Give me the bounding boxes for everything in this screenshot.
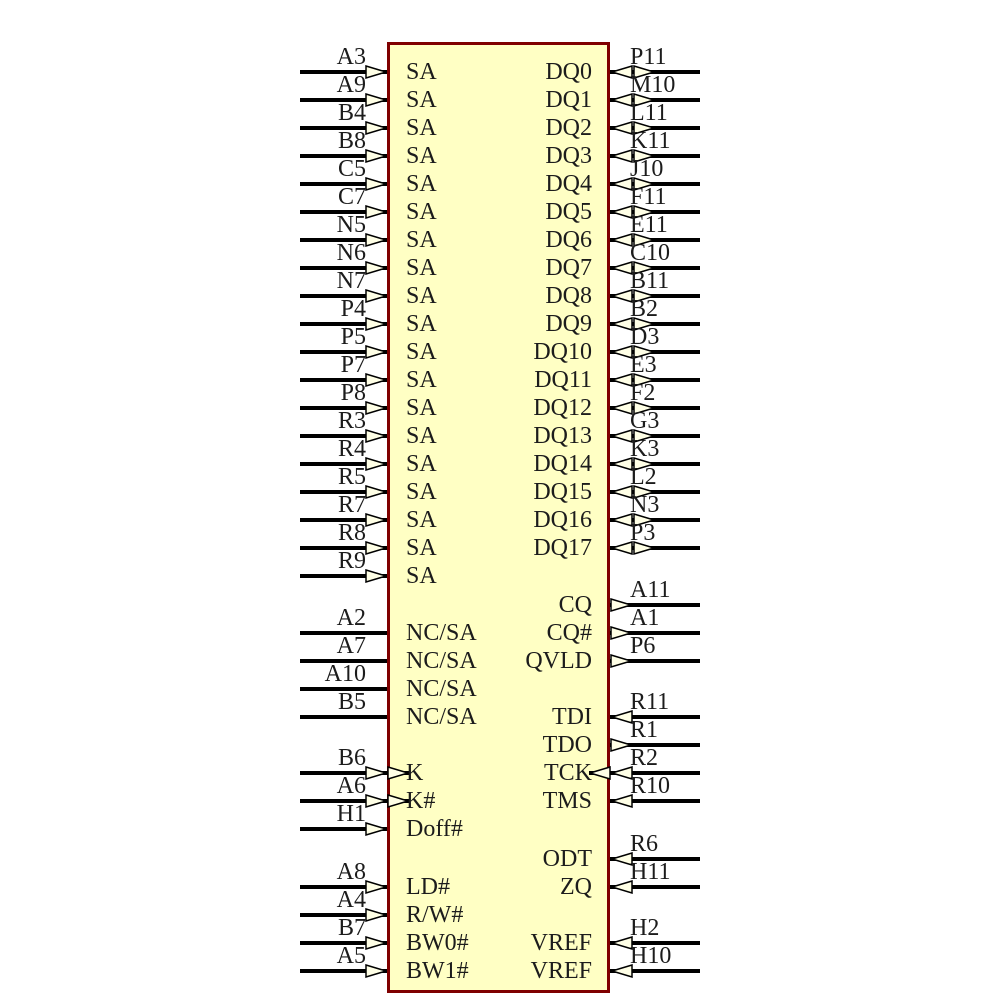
pin-number-label: A5: [336, 943, 366, 969]
pin-function-label: TCK: [544, 760, 592, 786]
pin-number-label: F2: [630, 380, 656, 406]
pin-function-label: DQ15: [533, 479, 592, 505]
clock-arrow-inner-icon: [589, 766, 611, 780]
pin-number-label: A3: [336, 44, 366, 70]
pin-function-label: SA: [406, 227, 437, 253]
pin-function-label: CQ: [558, 592, 592, 618]
pin-function-label: Doff#: [406, 816, 463, 842]
output-arrow-icon: [610, 626, 632, 640]
pin-function-label: ODT: [542, 846, 592, 872]
pin-number-label: K3: [630, 436, 660, 462]
pin-number-label: R1: [630, 717, 659, 743]
pin-number-label: P5: [340, 324, 366, 350]
pin-function-label: TDI: [552, 704, 592, 730]
pin-function-label: SA: [406, 87, 437, 113]
pin-number-label: H11: [630, 859, 671, 885]
pin-number-label: N3: [630, 492, 660, 518]
pin-number-label: P8: [340, 380, 366, 406]
pin-number-label: H2: [630, 915, 660, 941]
pin-function-label: NC/SA: [406, 620, 477, 646]
pin-function-label: SA: [406, 451, 437, 477]
pin-number-label: P7: [340, 352, 366, 378]
input-arrow-icon: [365, 569, 387, 583]
pin-number-label: R4: [337, 436, 366, 462]
pin-function-label: NC/SA: [406, 648, 477, 674]
pin-function-label: TMS: [542, 788, 592, 814]
pin-function-label: SA: [406, 115, 437, 141]
pin-number-label: A10: [324, 661, 366, 687]
pin-number-label: A11: [630, 577, 671, 603]
pin-function-label: BW1#: [406, 958, 469, 984]
pin-number-label: A1: [630, 605, 660, 631]
pin-number-label: B11: [630, 268, 670, 294]
pin-number-label: R11: [630, 689, 670, 715]
pin-function-label: DQ0: [545, 59, 592, 85]
pin-function-label: DQ4: [545, 171, 592, 197]
pin-function-label: K: [406, 760, 424, 786]
pin-function-label: NC/SA: [406, 676, 477, 702]
pin-function-label: DQ13: [533, 423, 592, 449]
pin-number-label: D3: [630, 324, 660, 350]
pin-number-label: P3: [630, 520, 656, 546]
pin-number-label: A8: [336, 859, 366, 885]
pin-number-label: C10: [630, 240, 671, 266]
pin-number-label: B8: [337, 128, 366, 154]
pin-number-label: B4: [337, 100, 366, 126]
pin-number-label: N5: [336, 212, 366, 238]
pin-function-label: QVLD: [525, 648, 592, 674]
pin-function-label: SA: [406, 395, 437, 421]
pin-number-label: R7: [337, 492, 366, 518]
pin-function-label: SA: [406, 311, 437, 337]
pin-function-label: DQ14: [533, 451, 592, 477]
pin-number-label: E11: [630, 212, 668, 238]
pin-function-label: DQ6: [545, 227, 592, 253]
pin-function-label: SA: [406, 423, 437, 449]
pin-number-label: L11: [630, 100, 668, 126]
pin-function-label: SA: [406, 59, 437, 85]
pin-number-label: H1: [336, 801, 366, 827]
pin-function-label: TDO: [542, 732, 592, 758]
pin-number-label: R2: [630, 745, 659, 771]
pin-number-label: B5: [337, 689, 366, 715]
pin-function-label: NC/SA: [406, 704, 477, 730]
pin-row-A1: [0, 605, 1000, 648]
pin-function-label: DQ12: [533, 395, 592, 421]
pin-function-label: SA: [406, 255, 437, 281]
pin-number-label: P6: [630, 633, 656, 659]
pin-number-label: J10: [630, 156, 664, 182]
pin-number-label: P11: [630, 44, 667, 70]
pin-function-label: LD#: [406, 874, 450, 900]
pin-function-label: VREF: [530, 958, 592, 984]
pin-function-label: DQ3: [545, 143, 592, 169]
pin-function-label: K#: [406, 788, 436, 814]
pin-number-label: K11: [630, 128, 671, 154]
pin-function-label: DQ5: [545, 199, 592, 225]
pin-function-label: DQ11: [534, 367, 592, 393]
pin-number-label: P4: [340, 296, 366, 322]
pin-function-label: R/W#: [406, 902, 464, 928]
pin-number-label: F11: [630, 184, 667, 210]
pin-number-label: C7: [337, 184, 366, 210]
input-arrow-icon: [365, 822, 387, 836]
output-arrow-icon: [610, 654, 632, 668]
pin-number-label: G3: [630, 408, 660, 434]
pin-function-label: SA: [406, 143, 437, 169]
pin-number-label: H10: [630, 943, 672, 969]
pin-number-label: C5: [337, 156, 366, 182]
pin-row-P11: [0, 44, 1000, 87]
pin-number-label: R3: [337, 408, 366, 434]
pin-function-label: SA: [406, 339, 437, 365]
pin-function-label: DQ8: [545, 283, 592, 309]
pin-function-label: VREF: [530, 930, 592, 956]
pin-number-label: R5: [337, 464, 366, 490]
pin-function-label: CQ#: [546, 620, 592, 646]
pin-function-label: SA: [406, 283, 437, 309]
pin-number-label: A6: [336, 773, 366, 799]
pin-number-label: L2: [630, 464, 657, 490]
pin-function-label: SA: [406, 507, 437, 533]
pin-number-label: R10: [630, 773, 671, 799]
pin-number-label: A9: [336, 72, 366, 98]
pin-number-label: B7: [337, 915, 366, 941]
pin-number-label: R9: [337, 548, 366, 574]
pin-function-label: DQ16: [533, 507, 592, 533]
pin-number-label: B6: [337, 745, 366, 771]
pin-function-label: ZQ: [560, 874, 592, 900]
output-arrow-icon: [610, 598, 632, 612]
pin-function-label: DQ1: [545, 87, 592, 113]
pin-row-A11: [0, 577, 1000, 620]
output-arrow-icon: [610, 738, 632, 752]
pin-number-label: R8: [337, 520, 366, 546]
pin-row-R6: [0, 831, 1000, 874]
pin-number-label: E3: [630, 352, 657, 378]
pin-function-label: SA: [406, 199, 437, 225]
pin-number-label: B2: [630, 296, 659, 322]
pin-number-label: N6: [336, 240, 366, 266]
pin-number-label: M10: [630, 72, 676, 98]
pin-function-label: SA: [406, 479, 437, 505]
pin-number-label: N7: [336, 268, 366, 294]
pin-function-label: DQ17: [533, 535, 592, 561]
pin-function-label: DQ10: [533, 339, 592, 365]
pin-number-label: A4: [336, 887, 366, 913]
pin-function-label: SA: [406, 535, 437, 561]
pin-number-label: A7: [336, 633, 366, 659]
pin-function-label: DQ2: [545, 115, 592, 141]
pin-function-label: SA: [406, 563, 437, 589]
pin-function-label: SA: [406, 171, 437, 197]
pin-number-label: R6: [630, 831, 659, 857]
pin-function-label: BW0#: [406, 930, 469, 956]
input-arrow-icon: [365, 908, 387, 922]
pin-function-label: DQ9: [545, 311, 592, 337]
pin-function-label: SA: [406, 367, 437, 393]
pin-number-label: A2: [336, 605, 366, 631]
pin-function-label: DQ7: [545, 255, 592, 281]
